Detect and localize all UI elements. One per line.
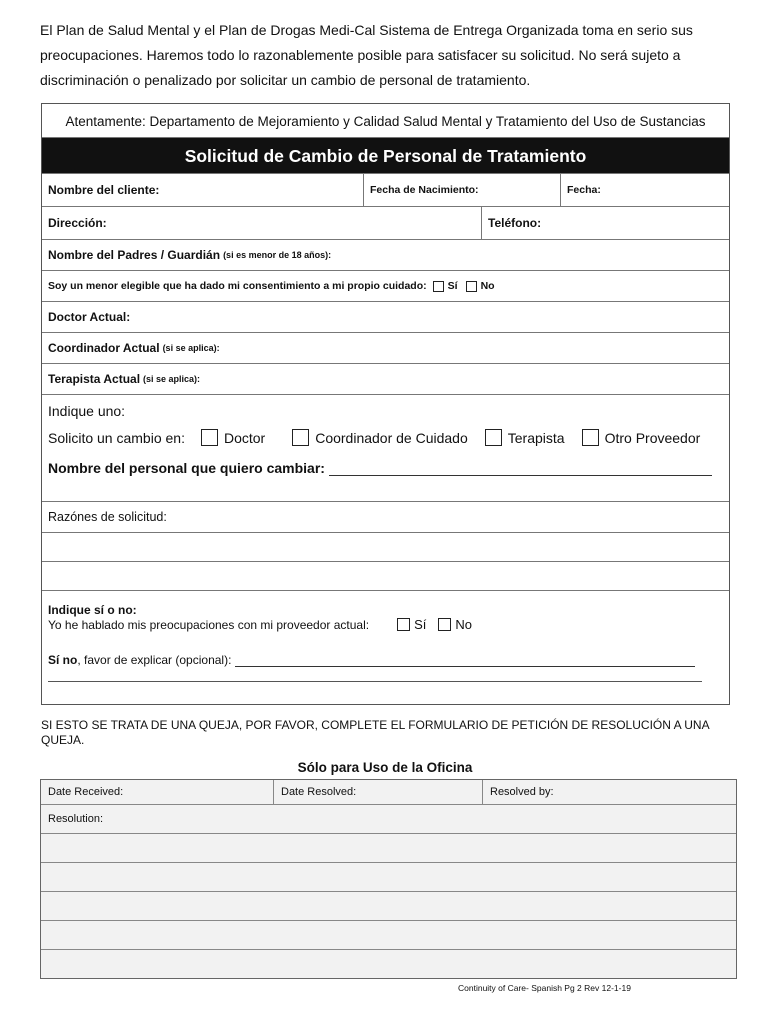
spoke-provider-yes-checkbox[interactable] [397, 618, 410, 631]
if-no-label: Sí no [48, 653, 78, 667]
reasons-line-1[interactable] [42, 532, 729, 561]
explain-blank-2[interactable] [48, 680, 702, 682]
date-resolved-label: Date Resolved: [281, 786, 357, 798]
coordinator-label: Coordinador Actual [48, 341, 160, 355]
phone-field[interactable] [481, 207, 729, 239]
explain-blank-1[interactable] [235, 666, 695, 667]
option-therapist[interactable] [485, 429, 565, 446]
therapist-label: Terapista Actual [48, 372, 141, 386]
minor-consent-row [42, 270, 729, 301]
option-coordinator[interactable] [292, 429, 468, 446]
phone-label: Teléfono: [488, 216, 542, 230]
option-doctor[interactable] [201, 429, 265, 446]
complaint-notice: SI ESTO SE TRATA DE UNA QUEJA, POR FAVOR, COMPLETE EL FORMULARIO DE PETICIÓN DE RESOLUCIÓN A UNA QUEJA. [41, 718, 709, 747]
indicate-yes-no-label: Indique sí o no: [48, 603, 137, 617]
request-change-label: Solicito un cambio en: [48, 429, 185, 446]
coordinator-field[interactable] [42, 332, 729, 363]
page-footer: Continuity of Care- Spanish Pg 2 Rev 12-1-19 [458, 983, 631, 993]
client-info-row [42, 173, 729, 206]
resolution-field[interactable] [41, 805, 736, 833]
minor-consent-label: Soy un menor elegible que ha dado mi consentimiento a mi propio cuidado: [48, 280, 427, 292]
resolved-by-field[interactable] [482, 780, 736, 804]
attention-line: Atentamente: Departamento de Mejoramiento y Calidad Salud Mental y Tratamiento del Uso de Sustancias [65, 114, 706, 129]
date-received-field[interactable] [41, 780, 273, 804]
reasons-label: Razónes de solicitud: [42, 501, 729, 532]
spoke-provider-yes-label: Sí [414, 617, 427, 632]
explain-label: , favor de explicar (opcional): [77, 653, 232, 667]
resolution-label: Resolution: [48, 813, 104, 825]
change-request-section [42, 394, 729, 501]
therapist-note: (si se aplica): [143, 374, 201, 384]
address-row [42, 206, 729, 239]
client-name-label: Nombre del cliente: [48, 183, 160, 197]
resolution-line-1[interactable] [41, 833, 736, 862]
resolution-line-3[interactable] [41, 891, 736, 920]
doctor-checkbox[interactable] [201, 429, 218, 446]
staff-name-blank[interactable] [329, 475, 712, 476]
request-form [41, 103, 730, 705]
address-field[interactable] [42, 207, 481, 239]
spoke-provider-no-label: No [455, 617, 473, 632]
resolved-by-label: Resolved by: [490, 786, 554, 798]
coordinator-note: (si se aplica): [162, 343, 220, 353]
guardian-field[interactable] [42, 239, 729, 270]
change-options [48, 429, 723, 446]
explain-field[interactable] [48, 653, 723, 667]
intro-paragraph: El Plan de Salud Mental y el Plan de Drogas Medi-Cal Sistema de Entrega Organizada toma en serio sus preocupaciones. Haremos todo lo razonablemente posible para satisfacer su solicitud. No será sujeto a discriminación o penalizado por solicitar un cambio de personal de tratamiento. [40, 22, 693, 88]
staff-name-label: Nombre del personal que quiero cambiar: [48, 460, 325, 476]
guardian-note: (si es menor de 18 años): [223, 250, 332, 260]
spoke-provider-yes[interactable] [397, 617, 426, 632]
reasons-line-2[interactable] [42, 561, 729, 590]
office-header-row [41, 780, 736, 804]
provider-discussion-section [42, 590, 729, 704]
minor-consent-no-label: No [480, 280, 495, 292]
resolution-line-5[interactable] [41, 949, 736, 978]
birth-date-field[interactable] [363, 174, 560, 206]
spoke-provider-no-checkbox[interactable] [438, 618, 451, 631]
client-name-field[interactable] [42, 174, 363, 206]
birth-date-label: Fecha de Nacimiento: [370, 184, 479, 196]
indicate-one-label: Indique uno: [48, 403, 126, 419]
doctor-field[interactable] [42, 301, 729, 332]
minor-consent-yes-label: Sí [447, 280, 458, 292]
other-provider-checkbox[interactable] [582, 429, 599, 446]
spoke-provider-label: Yo he hablado mis preocupaciones con mi proveedor actual: [48, 617, 370, 632]
staff-name-field[interactable] [48, 460, 723, 476]
coordinator-option-label: Coordinador de Cuidado [315, 429, 468, 446]
minor-consent-no-checkbox[interactable] [466, 281, 477, 292]
coordinator-checkbox[interactable] [292, 429, 309, 446]
therapist-field[interactable] [42, 363, 729, 394]
guardian-label: Nombre del Padres / Guardián [48, 248, 221, 262]
form-title: Solicitud de Cambio de Personal de Tratamiento [42, 137, 729, 173]
spoke-provider-row [48, 617, 723, 632]
office-use-table [40, 779, 737, 979]
date-resolved-field[interactable] [273, 780, 482, 804]
therapist-option-label: Terapista [507, 429, 565, 446]
resolution-line-4[interactable] [41, 920, 736, 949]
resolution-line-2[interactable] [41, 862, 736, 891]
date-label: Fecha: [567, 184, 601, 196]
date-field[interactable] [560, 174, 729, 206]
therapist-checkbox[interactable] [485, 429, 502, 446]
other-provider-option-label: Otro Proveedor [604, 429, 701, 446]
spoke-provider-no[interactable] [438, 617, 472, 632]
address-label: Dirección: [48, 216, 107, 230]
doctor-option-label: Doctor [223, 429, 266, 446]
option-other-provider[interactable] [582, 429, 701, 446]
resolution-row[interactable] [41, 804, 736, 833]
doctor-label: Doctor Actual: [48, 310, 131, 324]
minor-consent-yes-checkbox[interactable] [433, 281, 444, 292]
office-use-title: Sólo para Uso de la Oficina [297, 760, 473, 775]
date-received-label: Date Received: [48, 786, 124, 798]
